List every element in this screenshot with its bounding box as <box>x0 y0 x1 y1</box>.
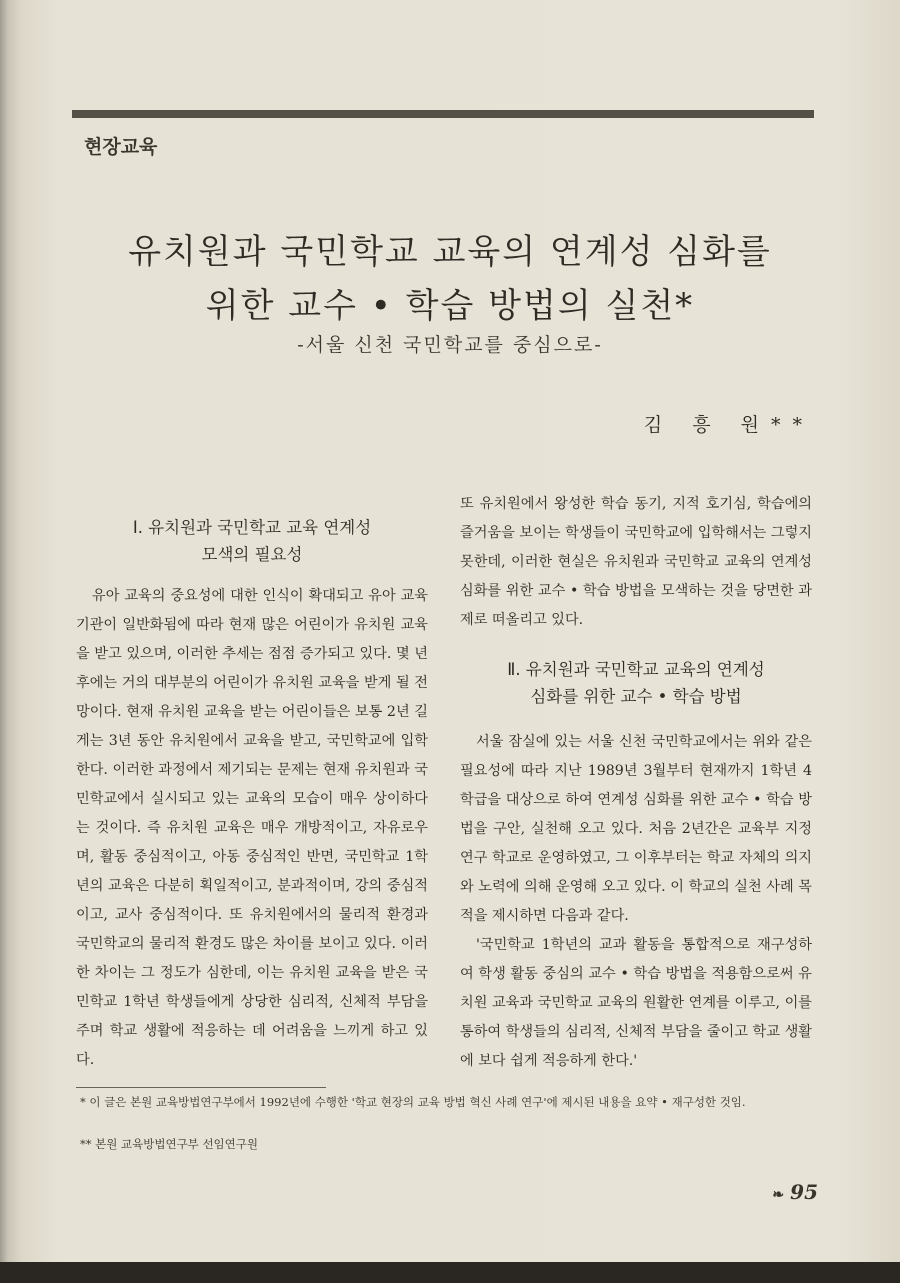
section-heading-2-line-1: Ⅱ. 유치원과 국민학교 교육의 연계성 <box>507 660 765 679</box>
article-title-line-2: 위한 교수 • 학습 방법의 실천* <box>205 286 695 326</box>
scan-edge <box>0 1262 900 1283</box>
author-name: 김 흥 원** <box>643 414 814 436</box>
top-rule <box>72 110 814 118</box>
right-column-top <box>460 490 812 635</box>
article-title-line-1: 유치원과 국민학교 교육의 연계성 심화를 <box>128 232 772 272</box>
section-heading-1 <box>76 514 428 568</box>
section-heading-1-line-2: 모색의 필요성 <box>201 545 303 564</box>
footnote-rule <box>76 1087 326 1088</box>
body-paragraph: 유아 교육의 중요성에 대한 인식이 확대되고 유아 교육 기관이 일반화됨에 따라 현재 많은 어린이가 유치원 교육을 받고 있으며, 이러한 추세는 점점 증가되고 있다. 몇 년 후에는 거의 대부분의 어린이가 유치원 교육을 받게 될 전망이다. 현재 유치원 교육을 받는 어린이들은 보통 2년 길게는 3년 동안 유치원에서 교육을 받고, 국민학교에 입학한다. 이러한 과정에서 제기되는 문제는 현재 유치원과 국민학교에서 실시되고 있는 교육의 모습이 매우 상이하다는 것이다. 즉 유치원 교육은 매우 개방적이고, 자유로우며, 활동 중심적이고, 아동 중심적인 반면, 국민학교 1학년의 교육은 다분히 획일적이고, 분과적이며, 강의 중심적이고, 교사 중심적이다. 또 유치원에서의 물리적 환경과 국민학교의 물리적 환경도 많은 차이를 보이고 있다. 이러한 차이는 그 정도가 심한데, 이는 유치원 교육을 받은 국민학교 1학년 학생들에게 상당한 심리적, 신체적 부담을 주며 학교 생활에 적응하는 데 어려움을 느끼게 하고 있다. <box>76 588 428 1068</box>
right-column-bottom <box>460 728 812 1076</box>
page-number-value: 95 <box>790 1180 818 1204</box>
ornament-icon: ❧ <box>772 1187 785 1203</box>
footnote-2: ** 본원 교육방법연구부 선임연구원 <box>80 1137 258 1151</box>
section-label: 현장교육 <box>84 136 158 158</box>
left-column <box>76 582 428 1075</box>
section-heading-2-line-2: 심화를 위한 교수 • 학습 방법 <box>530 687 742 706</box>
body-paragraph: 또 유치원에서 왕성한 학습 동기, 지적 호기심, 학습에의 즐거움을 보이는 학생들이 국민학교에 입학해서는 그렇지 못한데, 이러한 현실은 유치원과 국민학교 교육의 연계성 심화를 위한 교수 • 학습 방법을 모색하는 것을 당면한 과제로 떠올리고 있다. <box>460 496 812 628</box>
page-number <box>772 1180 818 1204</box>
quoted-objective: '국민학교 1학년의 교과 활동을 통합적으로 재구성하여 학생 활동 중심의 교수 • 학습 방법을 적용함으로써 유치원 교육과 국민학교 교육의 원활한 연계를 이루고, 이를 통하여 학생들의 심리적, 신체적 부담을 줄이고 학교 생활에 보다 쉽게 적응하게 한다.' <box>460 937 812 1069</box>
footnote-1: * 이 글은 본원 교육방법연구부에서 1992년에 수행한 '학교 현장의 교육 방법 혁신 사례 연구'에 제시된 내용을 요약 • 재구성한 것임. <box>80 1095 746 1109</box>
article-subtitle: -서울 신천 국민학교를 중심으로- <box>297 334 603 356</box>
section-heading-2 <box>460 656 812 710</box>
section-heading-1-line-1: Ⅰ. 유치원과 국민학교 교육 연계성 <box>132 518 372 537</box>
body-paragraph: 서울 잠실에 있는 서울 신천 국민학교에서는 위와 같은 필요성에 따라 지난 1989년 3월부터 현재까지 1학년 4학급을 대상으로 하여 연계성 심화를 위한 교수 • 학습 방법을 구안, 실천해 오고 있다. 처음 2년간은 교육부 지정 연구 학교로 운영하였고, 그 이후부터는 학교 자체의 의지와 노력에 의해 운영해 오고 있다. 이 학교의 실천 사례 목적을 제시하면 다음과 같다. <box>460 734 812 924</box>
